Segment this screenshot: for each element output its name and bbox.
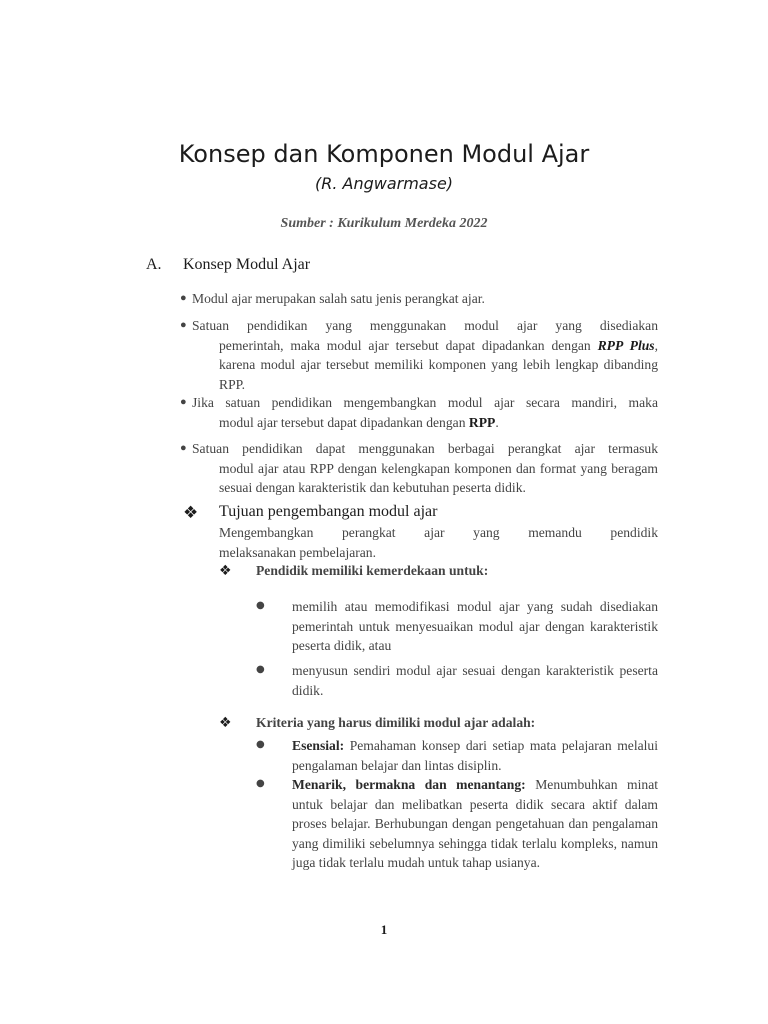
list-item: Esensial: Pemahaman konsep dari setiap mata pelajaran melalui pengalaman belajar dan lintas disiplin.	[292, 738, 658, 773]
list-item: memilih atau memodifikasi modul ajar yang sudah disediakan pemerintah untuk menyesuaikan modul ajar dengan karakteristik peserta didik, atau	[292, 599, 658, 653]
document-author: (R. Angwarmase)	[314, 174, 454, 193]
page-number: 1	[380, 922, 388, 937]
bullet-icon: ●	[256, 664, 265, 675]
sub-heading: Kriteria yang harus dimiliki modul ajar adalah:	[256, 715, 536, 730]
bullet-icon: ●	[256, 600, 265, 611]
sub-heading: Pendidik memiliki kemerdekaan untuk:	[256, 563, 489, 578]
list-item: ● Modul ajar merupakan salah satu jenis perangkat ajar.	[180, 289, 658, 309]
list-item: ● Satuan pendidikan yang menggunakan modul ajar yang disediakan pemerintah, maka modul ajar tersebut dapat dipadankan dengan RPP Plus, karena modul ajar tersebut memiliki komponen yang lebih lengkap dibanding RPP.	[180, 318, 658, 392]
section-title: Konsep Modul Ajar	[183, 256, 311, 273]
list-item: Menarik, bermakna dan menantang: Menumbuhkan minat untuk belajar dan melibatkan peserta didik secara aktif dalam proses belajar. Berhubungan dengan pengetahuan dan pengalaman yang dimiliki sebelumnya sehingga tidak terlalu kompleks, namun juga tidak terlalu mudah untuk tahap usianya.	[292, 777, 659, 870]
bullet-icon: ●	[256, 778, 265, 789]
tujuan-paragraph: Mengembangkan perangkat ajar yang memandu pendidik melaksanakan pembelajaran.	[219, 525, 658, 560]
list-item: ● Jika satuan pendidikan mengembangkan modul ajar secara mandiri, maka modul ajar tersebut dapat dipadankan dengan RPP.	[180, 395, 658, 430]
subsection-title: Tujuan pengembangan modul ajar	[219, 503, 438, 520]
list-item: ● Satuan pendidikan dapat menggunakan berbagai perangkat ajar termasuk modul ajar atau RPP dengan kelengkapan komponen dan format yang beragam sesuai dengan karakteristik dan kebutuhan peserta didik.	[180, 441, 658, 495]
document-title: Konsep dan Komponen Modul Ajar	[178, 140, 590, 168]
bullet-icon: ●	[256, 739, 265, 750]
diamond-icon: ❖	[183, 503, 199, 523]
bullet-icon: ●	[180, 442, 187, 454]
diamond-icon: ❖	[219, 563, 232, 579]
diamond-icon: ❖	[219, 715, 232, 731]
bullet-icon: ●	[180, 396, 187, 408]
document-source: Sumber : Kurikulum Merdeka 2022	[280, 216, 488, 231]
bullet-icon: ●	[180, 319, 187, 331]
section-number: A.	[146, 256, 162, 273]
list-item: menyusun sendiri modul ajar sesuai dengan karakteristik peserta didik.	[292, 663, 658, 698]
bullet-icon: ●	[180, 292, 187, 304]
